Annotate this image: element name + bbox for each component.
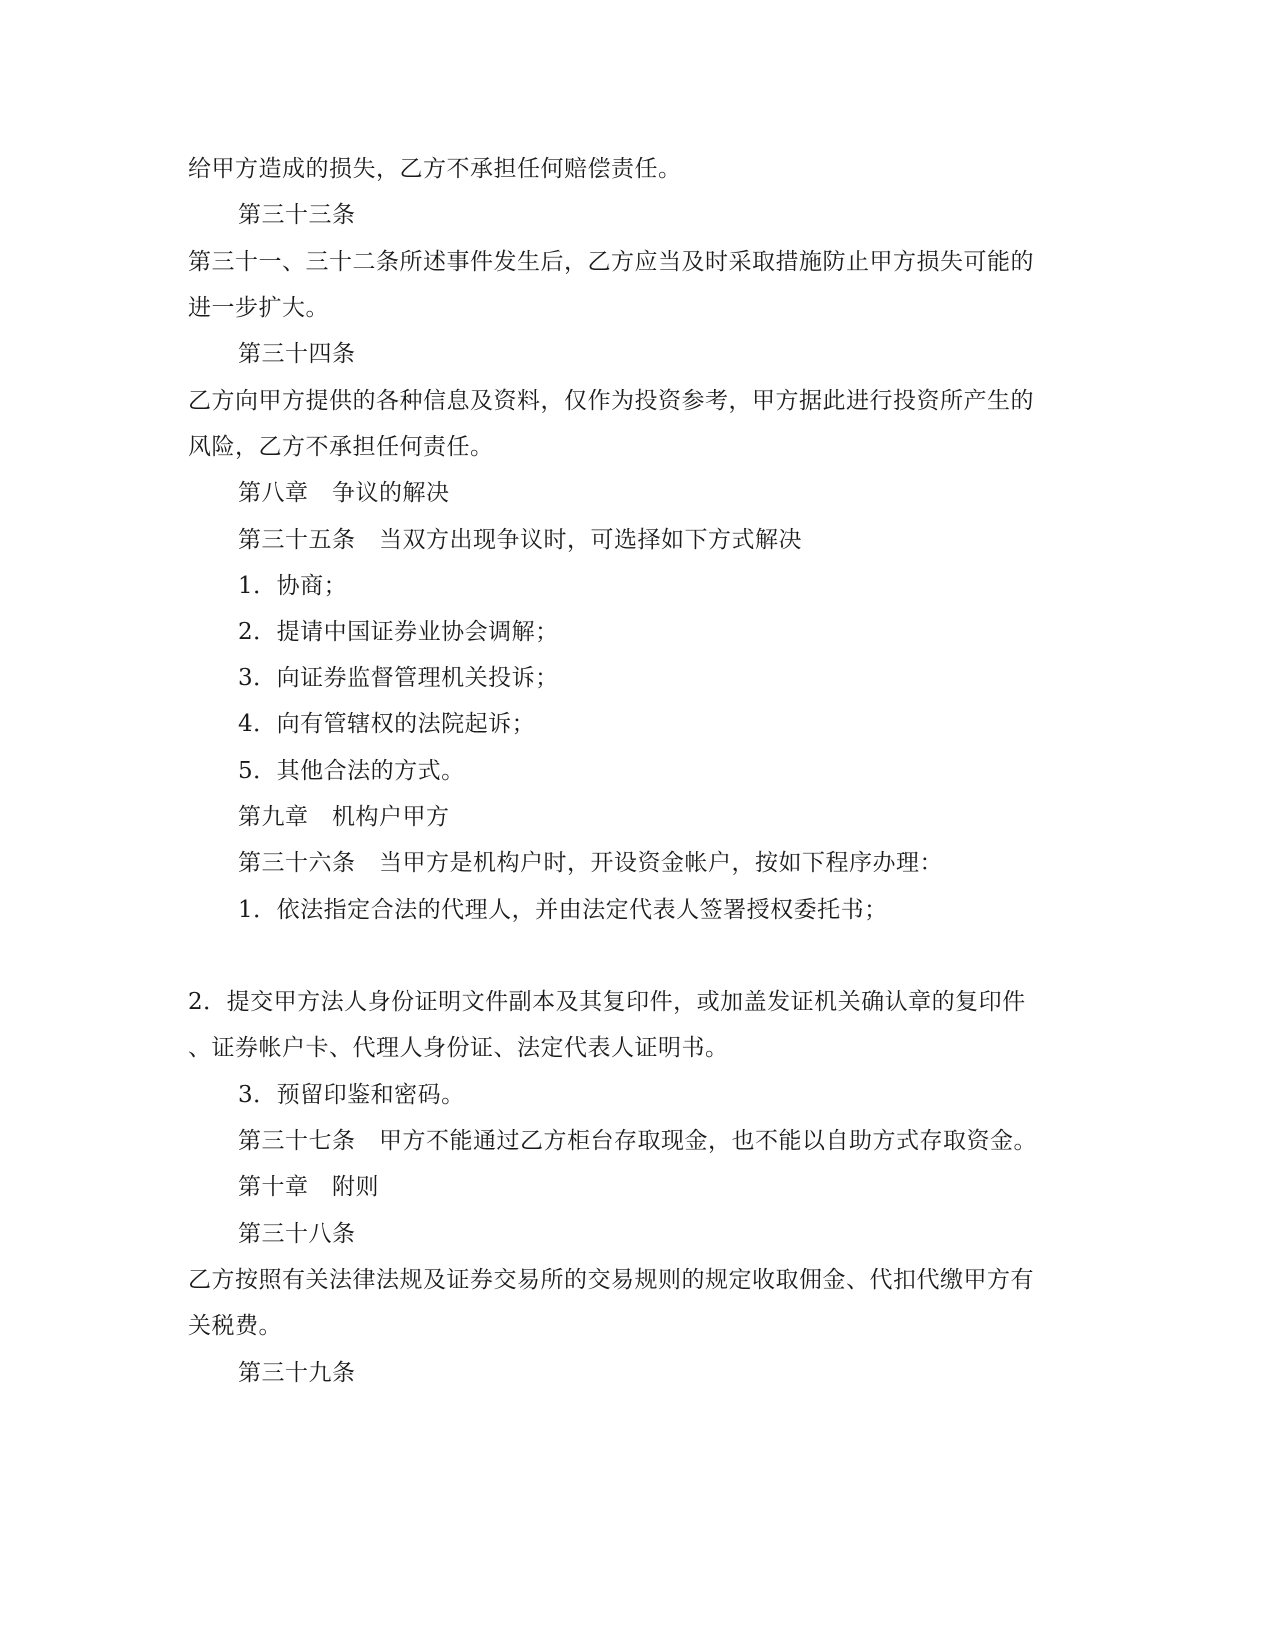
chapter-heading: 第十章 附则 <box>238 1174 379 1200</box>
paragraph-line: 关税费。 <box>188 1313 282 1339</box>
list-item: 1．依法指定合法的代理人，并由法定代表人签署授权委托书； <box>238 897 888 923</box>
article-line: 第三十五条 当双方出现争议时，可选择如下方式解决 <box>238 527 802 553</box>
article-line: 第三十六条 当甲方是机构户时，开设资金帐户，按如下程序办理： <box>238 850 943 876</box>
paragraph-line: 乙方向甲方提供的各种信息及资料，仅作为投资参考，甲方据此进行投资所产生的 <box>188 388 1034 414</box>
list-item: 3．预留印鉴和密码。 <box>238 1082 465 1108</box>
list-item: 3．向证券监督管理机关投诉； <box>238 665 559 691</box>
list-item: 2．提请中国证券业协会调解； <box>238 619 559 645</box>
paragraph-line: 进一步扩大。 <box>188 295 329 321</box>
chapter-heading: 第九章 机构户甲方 <box>238 804 450 830</box>
article-line: 第三十七条 甲方不能通过乙方柜台存取现金，也不能以自助方式存取资金。 <box>238 1128 1037 1154</box>
article-heading: 第三十八条 <box>238 1221 356 1247</box>
article-heading: 第三十四条 <box>238 341 356 367</box>
list-item: 5．其他合法的方式。 <box>238 758 465 784</box>
paragraph-line: 乙方按照有关法律法规及证券交易所的交易规则的规定收取佣金、代扣代缴甲方有 <box>188 1267 1034 1293</box>
paragraph-line: 给甲方造成的损失，乙方不承担任何赔偿责任。 <box>188 156 682 182</box>
list-item: 4．向有管辖权的法院起诉； <box>238 711 536 737</box>
list-item: 2．提交甲方法人身份证明文件副本及其复印件，或加盖发证机关确认章的复印件 <box>188 989 1026 1015</box>
paragraph-line: 、证券帐户卡、代理人身份证、法定代表人证明书。 <box>188 1035 729 1061</box>
paragraph-line: 第三十一、三十二条所述事件发生后，乙方应当及时采取措施防止甲方损失可能的 <box>188 249 1034 275</box>
list-item: 1．协商； <box>238 573 348 599</box>
article-heading: 第三十三条 <box>238 202 356 228</box>
chapter-heading: 第八章 争议的解决 <box>238 480 450 506</box>
paragraph-line: 风险，乙方不承担任何责任。 <box>188 434 494 460</box>
article-heading: 第三十九条 <box>238 1360 356 1386</box>
